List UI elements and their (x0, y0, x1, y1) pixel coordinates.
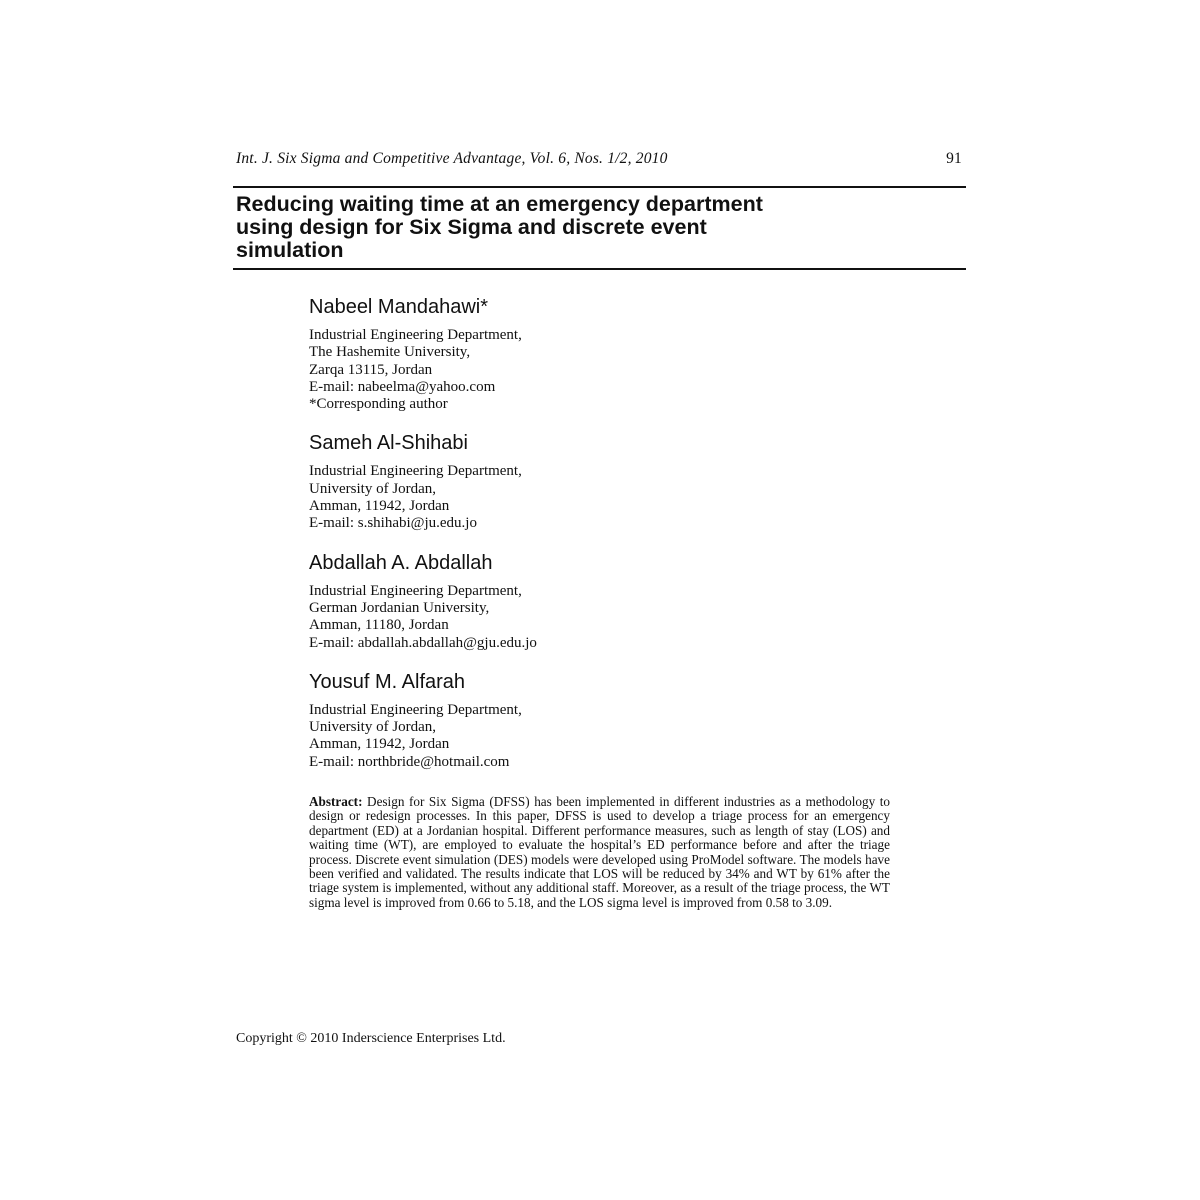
author-name: Abdallah A. Abdallah (309, 551, 493, 574)
affiliation-line: Industrial Engineering Department, (309, 463, 522, 480)
author-affiliation (309, 463, 909, 532)
affiliation-line: Industrial Engineering Department, (309, 327, 522, 343)
author-block (309, 431, 909, 532)
affiliation-line: Zarqa 13115, Jordan (309, 361, 433, 378)
affiliation-line: German Jordanian University, (309, 599, 490, 616)
author-email: E-mail: abdallah.abdallah@gju.edu.jo (309, 634, 537, 651)
running-head (236, 150, 962, 172)
corresponding-author-note: *Corresponding author (309, 396, 448, 413)
author-email: E-mail: nabeelma@yahoo.com (309, 378, 496, 395)
affiliation-line: Amman, 11942, Jordan (309, 736, 450, 753)
author-block (309, 295, 909, 413)
copyright-notice: Copyright © 2010 Inderscience Enterprises Ltd. (236, 1031, 506, 1046)
affiliation-line: Industrial Engineering Department, (309, 582, 522, 599)
title-bottom-rule (233, 268, 966, 270)
author-affiliation (309, 702, 909, 771)
author-affiliation (309, 583, 909, 652)
author-block (309, 670, 909, 771)
affiliation-line: University of Jordan, (309, 480, 437, 497)
abstract-label: Abstract: (309, 794, 363, 809)
author-name: Yousuf M. Alfarah (309, 670, 466, 693)
abstract-text: Design for Six Sigma (DFSS) has been implemented in different industries as a methodology to design or redesign processes. In this paper, DFSS is used to develop a triage process for an emergency department (ED) at a Jordanian hospital. Different performance measures, such as length of stay (LOS) and waiting time (WT), are employed to evaluate the hospital’s ED performance before and after the triage process. Discrete event simulation (DES) models were developed using ProModel software. The models have been verified and validated. The results indicate that LOS will be reduced by 34% and WT by 61% after the triage system is implemented, without any additional staff. Moreover, as a result of the triage process, the WT sigma level is improved from 0.66 to 5.18, and the LOS sigma level is improved from 0.58 to 3.09. (309, 794, 891, 910)
author-email: E-mail: northbride@hotmail.com (309, 753, 510, 770)
abstract (309, 795, 890, 910)
author-affiliation (309, 327, 909, 413)
page-number: 91 (946, 150, 962, 167)
affiliation-line: The Hashemite University, (309, 344, 471, 361)
journal-citation: Int. J. Six Sigma and Competitive Advantage, Vol. 6, Nos. 1/2, 2010 (236, 150, 668, 167)
affiliation-line: Amman, 11942, Jordan (309, 498, 450, 515)
author-block (309, 551, 909, 652)
affiliation-line: Industrial Engineering Department, (309, 701, 522, 718)
author-list (309, 295, 909, 771)
affiliation-line: University of Jordan, (309, 719, 437, 736)
author-email: E-mail: s.shihabi@ju.edu.jo (309, 515, 477, 532)
affiliation-line: Amman, 11180, Jordan (309, 617, 449, 634)
author-name: Nabeel Mandahawi* (309, 296, 489, 318)
author-name: Sameh Al-Shihabi (309, 432, 468, 455)
title-top-rule (233, 186, 966, 188)
paper-title: Reducing waiting time at an emergency department using design for Six Sigma and discrete event simulation (236, 192, 763, 262)
